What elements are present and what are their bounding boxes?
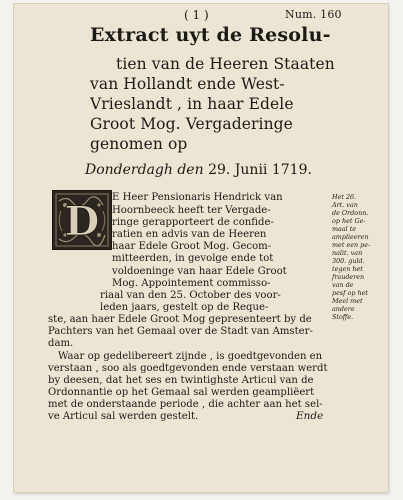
dateline (85, 163, 312, 177)
margin-note-line: andere (332, 305, 355, 313)
margin-note-line: Meel met (332, 297, 363, 305)
body-line-12: Pachters van het Gemaal over de Stadt van Amster- (48, 326, 313, 337)
margin-note-line: Het 26. (332, 193, 357, 201)
body-line-15: verstaan , soo als goedtgevonden ende verstaan werdt (48, 363, 328, 374)
body-line-6: mitteerden, in gevolge ende tot (112, 253, 274, 264)
page-number: ( 1 ) (184, 8, 209, 22)
body-line-1: E Heer Pensionaris Hendrick van (112, 192, 283, 203)
margin-note-line: 300. guld. (332, 257, 365, 265)
body-line-11: ste, aan haer Edele Groot Mog gepresenteert by de (48, 314, 312, 325)
body-line-7: voldoeninge van haar Edele Groot (112, 266, 287, 277)
body-line-17: Ordonnantie op het Gemaal sal werden geampliëert (48, 387, 315, 398)
decorated-initial (52, 190, 112, 250)
title-line-5: Groot Mog. Vergaderinge (90, 115, 293, 133)
body-line-9: riaal van den 25. October des voor- (100, 290, 281, 301)
body-line-18: met de onderstaande periode , die achter aan het sel- (48, 399, 323, 410)
margin-note-line: maal te (332, 225, 357, 233)
margin-note-line: Art. van (332, 201, 358, 209)
body-line-5: haar Edele Groot Mog. Gecom- (112, 241, 272, 252)
body-line-13: dam. (48, 338, 74, 349)
margin-note-line: Stoffe. (332, 313, 354, 321)
margin-note-line: van de (332, 281, 354, 289)
title-line-4: Vrieslandt , in haar Edele (90, 95, 294, 113)
title-line-1: Extract uyt de Resolu- (90, 24, 331, 46)
document-number: Num. 160 (285, 8, 342, 21)
body-line-10: leden jaars, gestelt op de Reque- (100, 302, 269, 313)
dateline-date: 29. Junii 1719. (208, 162, 312, 178)
body-line-2: Hoornbeeck heeft ter Vergade- (112, 205, 271, 216)
margin-note-line: de Ordonn. (332, 209, 369, 217)
catchword: Ende (296, 410, 324, 422)
body-line-16: by deesen, dat het ses en twintighste Articul van de (48, 375, 314, 386)
margin-note-line: pesf op het (332, 289, 368, 297)
body-line-14: Waar op gedelibereert zijnde , is goedtgevonden en (58, 351, 323, 362)
ornament-initial-d-icon (53, 191, 111, 249)
body-line-3: ringe gerapporteert de confide- (112, 217, 274, 228)
title-line-3: van Hollandt ende West- (90, 75, 285, 93)
title-line-2: tien van de Heeren Staaten (116, 55, 335, 73)
dateline-day: Donderdagh den (85, 162, 204, 178)
margin-note-line: amplieeren (332, 233, 369, 241)
initial-letter: D (64, 198, 100, 245)
body-line-19: ve Articul sal werden gestelt. (48, 411, 199, 422)
margin-note-line: tegen het (332, 265, 363, 273)
document-page (14, 4, 388, 492)
margin-note-line: nalit. van (332, 249, 363, 257)
margin-note-line: frauderen (332, 273, 365, 281)
body-line-8: Mog. Appointement commisso- (112, 278, 271, 289)
body-line-4: ratien en advis van de Heeren (112, 229, 267, 240)
margin-note-line: met een pe- (332, 241, 371, 249)
title-line-6: genomen op (90, 135, 188, 153)
margin-note-line: op het Ge- (332, 217, 366, 225)
